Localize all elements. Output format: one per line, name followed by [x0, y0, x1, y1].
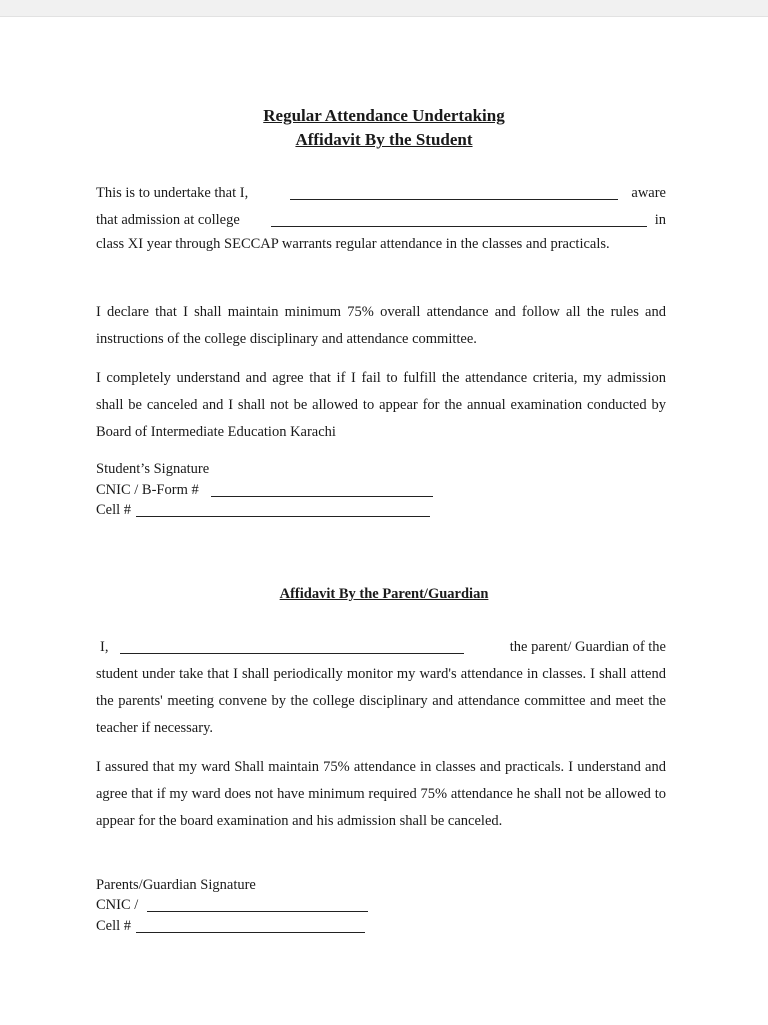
document-title: Regular Attendance Undertaking: [263, 106, 505, 125]
student-name-prefix: This is to undertake that I,: [96, 185, 249, 201]
student-cnic-blank[interactable]: [211, 496, 433, 497]
parent-cell-row: [96, 916, 131, 936]
student-cell-blank[interactable]: [136, 516, 430, 517]
parent-name-suffix: the parent/ Guardian of the: [509, 639, 666, 655]
parent-paragraph-assure: I assured that my ward Shall maintain 75% attendance in classes and practicals. I understand and agree that if my ward does not have minimum required 75% attendance he shall not be allowed to appear for the board examination and his admission shall be canceled.: [96, 759, 666, 829]
student-cell-row: [96, 500, 131, 520]
parent-affidavit-heading: Affidavit By the Parent/Guardian: [279, 586, 489, 602]
college-prefix: that admission at college: [96, 212, 240, 228]
parent-cell-label: Cell #: [96, 918, 132, 934]
parent-name-blank[interactable]: [120, 653, 464, 654]
parent-paragraph-monitor: student under take that I shall periodically monitor my ward's attendance in classes. I shall attend the parents' meeting convene by the college disciplinary and attendance committee and meet the teacher if necessary.: [96, 666, 666, 736]
student-name-blank[interactable]: [290, 199, 618, 200]
student-cnic-row: [96, 480, 199, 500]
student-name-suffix: aware: [631, 185, 666, 201]
parent-cnic-label: CNIC /: [96, 897, 139, 913]
student-cell-label: Cell #: [96, 502, 132, 518]
student-signature-label: Student’s Signature: [96, 461, 210, 477]
parent-name-prefix: I,: [100, 639, 109, 655]
student-cnic-label: CNIC / B-Form #: [96, 482, 199, 498]
college-name-blank[interactable]: [271, 226, 647, 227]
student-paragraph-class: class XI year through SECCAP warrants regular attendance in the classes and practicals.: [96, 236, 610, 252]
parent-signature-label: Parents/Guardian Signature: [96, 877, 256, 893]
student-affidavit-heading: Affidavit By the Student: [295, 130, 473, 149]
parent-cnic-row: [96, 895, 138, 915]
document-page: [0, 16, 768, 1025]
student-paragraph-agree: I completely understand and agree that if I fail to fulfill the attendance criteria, my admission shall be canceled and I shall not be allowed to appear for the annual examination conducted by Board of Intermediate Education Karachi: [96, 370, 666, 440]
student-name-row: [96, 183, 666, 203]
parent-cell-blank[interactable]: [136, 932, 365, 933]
student-paragraph-declare: I declare that I shall maintain minimum 75% overall attendance and follow all the rules and instructions of the college disciplinary and attendance committee.: [96, 304, 666, 347]
parent-name-row: [96, 637, 666, 657]
parent-cnic-blank[interactable]: [147, 911, 368, 912]
college-suffix: in: [654, 212, 666, 228]
college-name-row: [96, 210, 666, 230]
